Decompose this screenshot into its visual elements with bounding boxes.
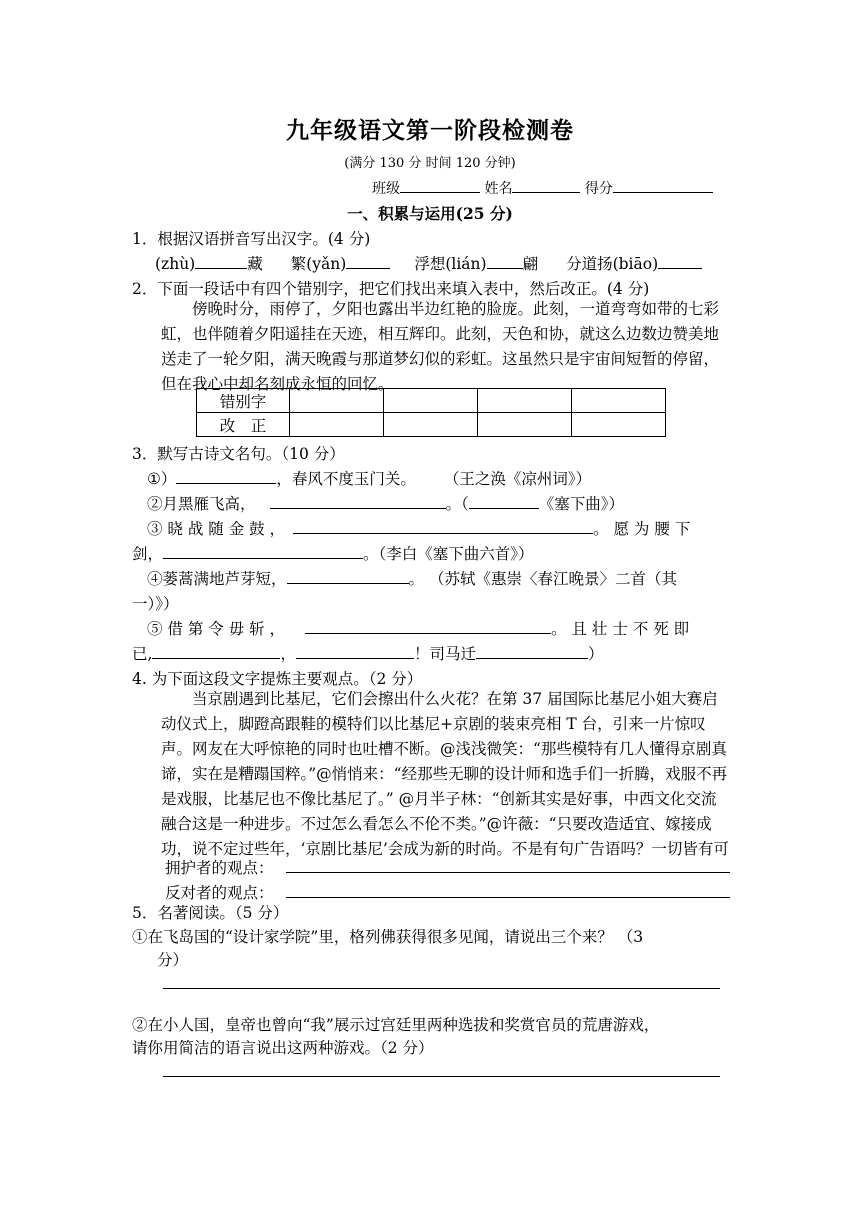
correction-cell[interactable] <box>384 413 478 437</box>
q1-blank-2[interactable] <box>346 253 390 269</box>
correction-cell[interactable] <box>478 413 572 437</box>
table-row <box>197 389 666 413</box>
q5-sub2-cont: 请你用简洁的语言说出这两种游戏。（2 分） <box>132 1039 434 1057</box>
q3-blank-9[interactable] <box>296 643 414 659</box>
q3-line-4: ④蒌蒿满地芦芽短， 。 （苏轼《惠崇〈春江晚景〉二首（其 <box>147 570 677 588</box>
typo-cell[interactable] <box>572 389 666 413</box>
typo-cell[interactable] <box>478 389 572 413</box>
q3-stem: 3．默写古诗文名句。（10 分） <box>132 445 345 463</box>
q1-items: (zhù) 藏 繁(yǎn) 浮想(lián) 翩 分道扬(biāo) <box>155 252 702 274</box>
q3-line-1: ①） ，春风不度玉门关。 （王之涣《凉州词》） <box>147 470 592 488</box>
q3-blank-4[interactable] <box>293 518 593 534</box>
q4-support-answer-line[interactable] <box>286 872 730 873</box>
q3-line-4b: 一）》） <box>132 595 179 613</box>
typo-header: 错别字 <box>197 389 290 413</box>
q1-blank-3[interactable] <box>487 253 523 269</box>
typo-correction-table <box>196 388 666 437</box>
page-title: 九年级语文第一阶段检测卷 <box>286 117 574 144</box>
class-blank[interactable] <box>400 177 480 193</box>
q2-stem: 2．下面一段话中有四个错别字，把它们找出来填入表中，然后改正。(4 分) <box>132 280 650 298</box>
student-info-line <box>372 177 713 198</box>
q3-blank-6[interactable] <box>287 568 409 584</box>
q4-passage: 当京剧遇到比基尼，它们会擦出什么火花？在第 37 届国际比基尼小姐大赛启动仪式上，脚蹬高跟鞋的模特们以比基尼+京剧的装束亮相 T 台，引来一片惊叹声。网友在大呼惊艳的同时也吐槽不断。@浅浅微笑：“那些模特有几人懂得京剧真谛，实在是糟蹋国粹。”@悄悄来：“经那些无聊的设计师和选手们一折腾，戏服不再是戏服，比基尼也不像比基尼了。” @月半子林：“创新其实是好事，中西文化交流融合这是一种进步。不过怎么看怎么不伦不类。”@许薇：“只要改造适宜、嫁接成功，说不定过些年，‘京剧比基尼’会成为新的时尚。不是有句广告语吗？一切皆有可 <box>161 690 729 857</box>
q5-sub1: ①在飞岛国的“设计家学院”里，格列佛获得很多见闻，请说出三个来？ （3 <box>132 928 644 946</box>
exam-subtitle: (满分 130 分 时间 120 分钟) <box>344 156 516 171</box>
q5-sub1-answer-line[interactable] <box>163 988 720 989</box>
correction-cell[interactable] <box>572 413 666 437</box>
q3-blank-2[interactable] <box>270 493 446 509</box>
q4-support-label: 拥护者的观点： <box>165 859 274 877</box>
q5-sub2: ②在小人国，皇帝也曾向“我”展示过宫廷里两种选拔和奖赏官员的荒唐游戏， <box>132 1016 660 1034</box>
typo-cell[interactable] <box>290 389 384 413</box>
q3-blank-10[interactable] <box>476 643 588 659</box>
q4-oppose-answer-line[interactable] <box>286 897 730 898</box>
q2-passage: 傍晚时分，雨停了，夕阳也露出半边红艳的脸庞。此刻，一道弯弯如带的七彩虹，也伴随着夕阳遥挂在天迹，相互辉印。此刻，天色和协，就这么边数边赞美地送走了一轮夕阳，满天晚霞与那道梦幻似的彩虹。这虽然只是宇宙间短暂的停留，但在我心中却名刻成永恒的回忆。 <box>161 300 720 392</box>
correction-cell[interactable] <box>290 413 384 437</box>
section-heading: 一、积累与运用(25 分) <box>347 204 513 223</box>
name-blank[interactable] <box>512 177 580 193</box>
q5-sub1-points: 分） <box>157 951 189 969</box>
q3-blank-3[interactable] <box>469 493 539 509</box>
q3-blank-8[interactable] <box>152 643 280 659</box>
q3-blank-7[interactable] <box>305 618 551 634</box>
q3-line-5: ⑤ 借 第 令 毋 斩 ， 。 且 壮 士 不 死 即 <box>147 620 690 638</box>
q3-line-3: ③ 晓 战 随 金 鼓 ， 。 愿 为 腰 下 <box>147 520 691 538</box>
score-label: 得分 <box>584 181 613 197</box>
correction-header: 改 正 <box>197 413 290 437</box>
q3-line-3b: 剑， 。（李白《塞下曲六首》） <box>132 545 534 563</box>
q5-stem: 5．名著阅读。（5 分） <box>132 904 289 922</box>
q3-blank-5[interactable] <box>163 543 363 559</box>
q5-sub2-answer-line[interactable] <box>163 1076 720 1077</box>
typo-cell[interactable] <box>384 389 478 413</box>
q1-blank-1[interactable] <box>195 253 247 269</box>
table-row <box>197 413 666 437</box>
score-blank[interactable] <box>613 177 713 193</box>
q1-blank-4[interactable] <box>658 253 702 269</box>
q3-line-5b: 已, ， ！司马迁 ） <box>132 645 604 663</box>
q4-stem: 4. 为下面这段文字提炼主要观点。（2 分） <box>132 670 423 688</box>
q1-stem: 1．根据汉语拼音写出汉字。(4 分) <box>132 230 371 248</box>
q3-line-2: ②月黑雁飞高， 。（ 《塞下曲》） <box>147 495 625 513</box>
name-label: 姓名 <box>484 181 513 197</box>
q3-blank-1[interactable] <box>176 468 276 484</box>
q4-oppose-label: 反对者的观点： <box>165 884 274 902</box>
class-label: 班级 <box>372 181 400 197</box>
